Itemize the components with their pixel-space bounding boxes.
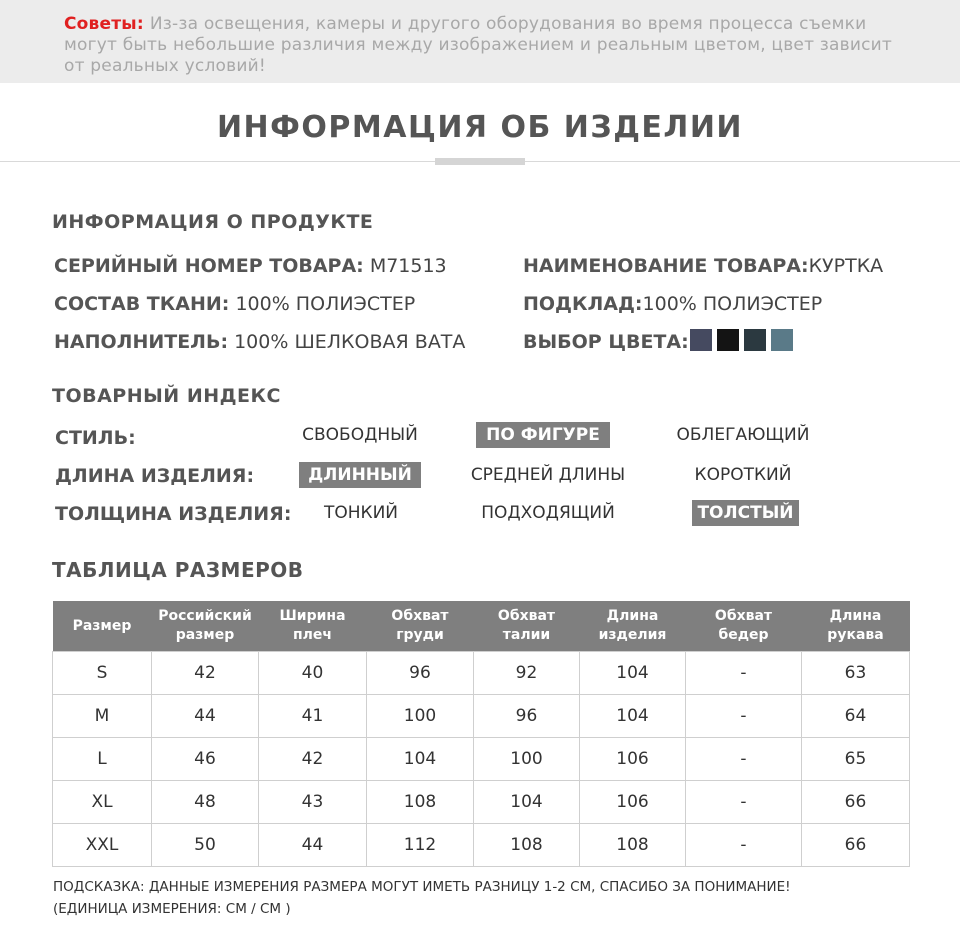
table-cell: 96 bbox=[474, 695, 580, 738]
color-swatch bbox=[717, 329, 739, 351]
table-cell: S bbox=[53, 652, 152, 695]
table-cell: 104 bbox=[580, 652, 686, 695]
serial-value: M71513 bbox=[369, 255, 447, 277]
table-cell: 43 bbox=[259, 781, 367, 824]
length-label: ДЛИНА ИЗДЕЛИЯ: bbox=[55, 465, 255, 487]
table-cell: 41 bbox=[259, 695, 367, 738]
table-cell: 44 bbox=[259, 824, 367, 867]
col-header-russian-size: Российский размер bbox=[152, 601, 259, 652]
table-cell: 40 bbox=[259, 652, 367, 695]
product-name-value: КУРТКА bbox=[808, 255, 884, 277]
table-cell: 42 bbox=[259, 738, 367, 781]
fabric-value: 100% ПОЛИЭСТЕР bbox=[235, 293, 416, 315]
title-underline-bar bbox=[435, 158, 525, 165]
thickness-option-thick: ТОЛСТЫЙ bbox=[692, 500, 799, 526]
table-cell: 100 bbox=[474, 738, 580, 781]
table-cell: XXL bbox=[53, 824, 152, 867]
thickness-option-thin: ТОНКИЙ bbox=[323, 503, 399, 523]
lining-value: 100% ПОЛИЭСТЕР bbox=[642, 293, 823, 315]
table-cell: XL bbox=[53, 781, 152, 824]
product-name-row bbox=[523, 255, 883, 277]
size-table-header-row bbox=[53, 601, 910, 652]
table-cell: 106 bbox=[580, 738, 686, 781]
table-cell: 66 bbox=[802, 781, 910, 824]
length-option-medium: СРЕДНЕЙ ДЛИНЫ bbox=[470, 465, 626, 485]
table-cell: 112 bbox=[367, 824, 474, 867]
color-choice-row bbox=[523, 331, 689, 353]
table-cell: 106 bbox=[580, 781, 686, 824]
table-cell: 104 bbox=[474, 781, 580, 824]
color-swatch bbox=[744, 329, 766, 351]
table-cell: 42 bbox=[152, 652, 259, 695]
table-cell: 65 bbox=[802, 738, 910, 781]
color-swatch bbox=[690, 329, 712, 351]
filler-row bbox=[54, 331, 465, 353]
table-cell: L bbox=[53, 738, 152, 781]
product-info-heading: ИНФОРМАЦИЯ О ПРОДУКТЕ bbox=[52, 211, 374, 233]
color-choice-label: ВЫБОР ЦВЕТА: bbox=[523, 331, 689, 353]
tips-text bbox=[64, 14, 904, 77]
table-cell: 104 bbox=[367, 738, 474, 781]
table-cell: 64 bbox=[802, 695, 910, 738]
serial-label: СЕРИЙНЫЙ НОМЕР ТОВАРА: bbox=[54, 255, 364, 277]
table-cell: 92 bbox=[474, 652, 580, 695]
table-row bbox=[53, 695, 910, 738]
table-row bbox=[53, 824, 910, 867]
table-cell: 66 bbox=[802, 824, 910, 867]
table-cell: M bbox=[53, 695, 152, 738]
table-cell: 63 bbox=[802, 652, 910, 695]
table-cell: 96 bbox=[367, 652, 474, 695]
col-header-waist: Обхват талии bbox=[474, 601, 580, 652]
col-header-chest: Обхват груди bbox=[367, 601, 474, 652]
color-swatches bbox=[690, 329, 793, 351]
table-cell: 100 bbox=[367, 695, 474, 738]
col-header-length: Длина изделия bbox=[580, 601, 686, 652]
col-header-size: Размер bbox=[53, 601, 152, 652]
length-option-short: КОРОТКИЙ bbox=[694, 465, 792, 485]
tips-banner bbox=[0, 0, 960, 83]
table-cell: - bbox=[686, 738, 802, 781]
measurement-hint: ПОДСКАЗКА: ДАННЫЕ ИЗМЕРЕНИЯ РАЗМЕРА МОГУТ ИМЕТЬ РАЗНИЦУ 1-2 СМ, СПАСИБО ЗА ПОНИМАНИЕ! bbox=[53, 879, 791, 895]
col-header-hips: Обхват бедер bbox=[686, 601, 802, 652]
table-cell: - bbox=[686, 781, 802, 824]
table-cell: 108 bbox=[580, 824, 686, 867]
lining-label: ПОДКЛАД: bbox=[523, 293, 643, 315]
table-row bbox=[53, 781, 910, 824]
measurement-note bbox=[53, 876, 791, 920]
lining-row bbox=[523, 293, 822, 315]
col-header-sleeve: Длина рукава bbox=[802, 601, 910, 652]
size-table-heading: ТАБЛИЦА РАЗМЕРОВ bbox=[52, 558, 304, 582]
color-swatch bbox=[771, 329, 793, 351]
table-row bbox=[53, 652, 910, 695]
size-table bbox=[52, 601, 910, 867]
style-option-tight: ОБЛЕГАЮЩИЙ bbox=[676, 425, 810, 445]
tips-label: Советы: bbox=[64, 14, 144, 34]
product-name-label: НАИМЕНОВАНИЕ ТОВАРА: bbox=[523, 255, 809, 277]
style-option-loose: СВОБОДНЫЙ bbox=[302, 425, 418, 445]
filler-label: НАПОЛНИТЕЛЬ: bbox=[54, 331, 229, 353]
fabric-label: СОСТАВ ТКАНИ: bbox=[54, 293, 230, 315]
table-cell: 104 bbox=[580, 695, 686, 738]
tips-body: Из-за освещения, камеры и другого оборудования во время процесса съемки могут быть небольшие различия между изображением и реальным цветом, цвет зависит от реальных условий! bbox=[64, 14, 893, 76]
table-row bbox=[53, 738, 910, 781]
table-cell: 108 bbox=[367, 781, 474, 824]
table-cell: - bbox=[686, 695, 802, 738]
measurement-unit: (ЕДИНИЦА ИЗМЕРЕНИЯ: СМ / СМ ) bbox=[53, 901, 291, 917]
filler-value: 100% ШЕЛКОВАЯ ВАТА bbox=[234, 331, 466, 353]
style-label: СТИЛЬ: bbox=[55, 427, 136, 449]
table-cell: 50 bbox=[152, 824, 259, 867]
table-cell: 48 bbox=[152, 781, 259, 824]
thickness-label: ТОЛЩИНА ИЗДЕЛИЯ: bbox=[55, 503, 292, 525]
thickness-option-medium: ПОДХОДЯЩИЙ bbox=[481, 503, 615, 523]
table-cell: 108 bbox=[474, 824, 580, 867]
table-cell: - bbox=[686, 652, 802, 695]
page-title: ИНФОРМАЦИЯ ОБ ИЗДЕЛИИ bbox=[216, 110, 744, 145]
table-cell: 44 bbox=[152, 695, 259, 738]
table-cell: 46 bbox=[152, 738, 259, 781]
length-option-long: ДЛИННЫЙ bbox=[299, 462, 421, 488]
col-header-shoulder-width: Ширина плеч bbox=[259, 601, 367, 652]
serial-number-row bbox=[54, 255, 447, 277]
style-option-fitted: ПО ФИГУРЕ bbox=[476, 422, 610, 448]
fabric-row bbox=[54, 293, 415, 315]
table-cell: - bbox=[686, 824, 802, 867]
product-index-heading: ТОВАРНЫЙ ИНДЕКС bbox=[52, 385, 282, 407]
